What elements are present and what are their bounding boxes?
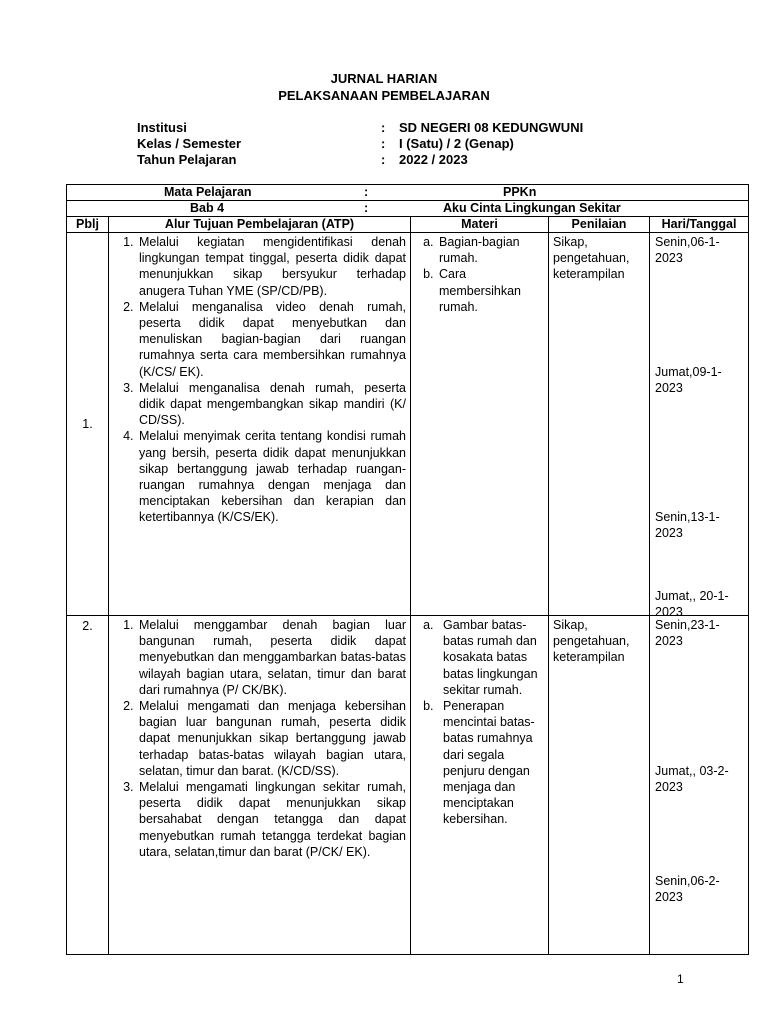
- materi-list: [411, 616, 548, 828]
- info-label: Institusi: [137, 120, 187, 135]
- atp-item: 3. Melalui mengamati lingkungan sekitar rumah, peserta didik dapat menunjukkan sikap bersahabat dengan tetangga dan dapat menyebutkan rumah tetangga terdekat bagian utara, selatan,timur dan barat (P/CK/ EK).: [137, 779, 406, 860]
- info-value: SD NEGERI 08 KEDUNGWUNI: [399, 120, 584, 135]
- table-row: [67, 616, 749, 955]
- atp-item: 2. Melalui mengamati dan menjaga kebersihan bagian luar bangunan rumah, peserta didik dapat menunjukkan sikap bertanggung jawab terhadap batas-batas wilayah bagian utara, selatan, timur dan barat. (K/CD/SS).: [137, 698, 406, 779]
- tanggal-cell: [650, 233, 749, 620]
- table-row: [67, 233, 749, 616]
- col-header-tanggal: Hari/Tanggal: [650, 217, 749, 233]
- row-number: 2.: [67, 616, 109, 955]
- atp-item: 1. Melalui kegiatan mengidentifikasi denah lingkungan tempat tinggal, peserta didik dapat menunjukkan sikap bersyukur terhadap anugera Tuhan YME (SP/CD/PB).: [137, 234, 406, 299]
- bab-row: [67, 201, 749, 217]
- doc-title-line1: JURNAL HARIAN: [330, 71, 438, 86]
- info-value: 2022 / 2023: [399, 152, 468, 167]
- info-label: Tahun Pelajaran: [137, 152, 237, 167]
- date-entry: Jumat,09-1-2023: [655, 365, 722, 396]
- materi-item: b. Penerapan mencintai batas-batas rumahnya dari segala penjuru dengan menjaga dan menciptakan kebersihan.: [437, 698, 544, 828]
- date-entry: Jumat,, 03-2-2023: [655, 764, 729, 795]
- materi-list: [411, 233, 548, 315]
- info-row-tahun: [137, 152, 637, 168]
- info-row-kelas: [137, 136, 637, 152]
- col-header-atp: Alur Tujuan Pembelajaran (ATP): [109, 217, 411, 233]
- mapel-value: PPKn: [503, 185, 537, 199]
- info-row-institusi: [137, 120, 637, 136]
- info-value: I (Satu) / 2 (Genap): [399, 136, 514, 151]
- date-entry: Senin,13-1-2023: [655, 510, 720, 541]
- atp-list: [109, 233, 410, 526]
- col-header-penilaian: Penilaian: [549, 217, 650, 233]
- penilaian-cell: Sikap, pengetahuan, keterampilan: [549, 616, 650, 955]
- info-block: [137, 120, 637, 168]
- row-number: 1.: [67, 233, 109, 616]
- date-entry: Senin,06-1-2023: [655, 235, 720, 266]
- doc-title-line2: PELAKSANAAN PEMBELAJARAN: [278, 88, 490, 103]
- bab-label: Bab 4: [190, 201, 225, 215]
- penilaian-cell: Sikap, pengetahuan, keterampilan: [549, 233, 650, 616]
- materi-item: b. Cara membersihkan rumah.: [437, 266, 544, 315]
- info-colon: :: [381, 152, 386, 167]
- bab-colon: :: [364, 201, 369, 215]
- info-label: Kelas / Semester: [137, 136, 242, 151]
- atp-item: 2. Melalui menganalisa video denah rumah, peserta didik dapat menyebutkan dan menuliskan bagian-bagian dari ruangan rumahnya serta cara membersihkan rumahnya (K/CS/ EK).: [137, 299, 406, 380]
- atp-item: 3. Melalui menganalisa denah rumah, peserta didik dapat mengembangkan sikap mandiri (K/ CD/SS).: [137, 380, 406, 429]
- journal-table: [66, 184, 749, 955]
- materi-item: a. Gambar batas-batas rumah dan kosakata batas batas lingkungan sekitar rumah.: [437, 617, 544, 698]
- materi-item: a. Bagian-bagian rumah.: [437, 234, 544, 266]
- page-number: 1: [677, 972, 684, 986]
- date-entry: Senin,06-2-2023: [655, 874, 720, 905]
- atp-item: 1. Melalui menggambar denah bagian luar bangunan rumah, peserta didik dapat menyebutkan dan menggambarkan batas-batas wilayah bagian utara, selatan, timur dan barat dari rumahnya (P/ CK/BK).: [137, 617, 406, 698]
- materi-cell: [411, 233, 549, 616]
- info-colon: :: [381, 120, 386, 135]
- column-header-row: [67, 217, 749, 233]
- date-entry: Senin,23-1-2023: [655, 618, 720, 649]
- bab-value: Aku Cinta Lingkungan Sekitar: [443, 201, 621, 215]
- atp-cell: [109, 233, 411, 616]
- atp-item: 4. Melalui menyimak cerita tentang kondisi rumah yang bersih, peserta didik dapat menunjukkan sikap bertanggung jawab terhadap ruangan-ruangan rumahnya dengan menjaga dan menciptakan kebersihan dan kerapian dan ketertibannya (K/CS/EK).: [137, 428, 406, 525]
- atp-cell: [109, 616, 411, 955]
- mapel-label: Mata Pelajaran: [164, 185, 252, 199]
- col-header-pblj: Pblj: [67, 217, 109, 233]
- col-header-materi: Materi: [411, 217, 549, 233]
- mapel-row: [67, 185, 749, 201]
- date-entry: Jumat,, 20-1-2023: [655, 589, 729, 620]
- mapel-colon: :: [364, 185, 369, 199]
- info-colon: :: [381, 136, 386, 151]
- tanggal-cell: [650, 616, 749, 955]
- atp-list: [109, 616, 410, 860]
- materi-cell: [411, 616, 549, 955]
